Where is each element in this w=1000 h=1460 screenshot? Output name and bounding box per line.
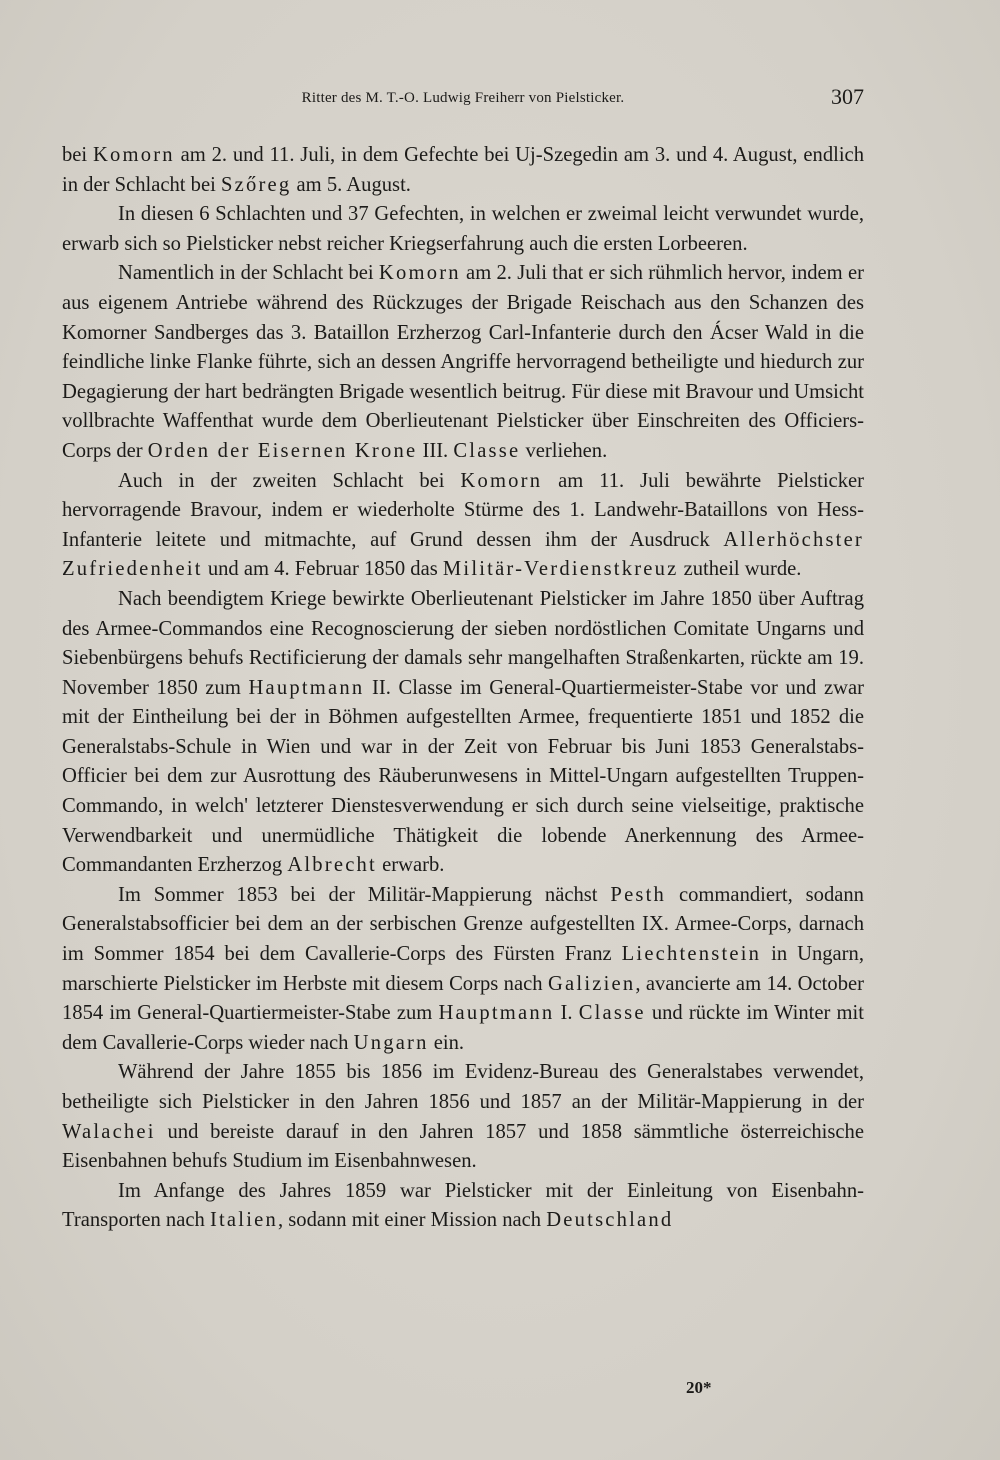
text-run: und rückte im Winter mit dem Cavallerie-Corps wieder nach bbox=[62, 1002, 864, 1054]
signature-mark: 20* bbox=[686, 1378, 712, 1397]
text-run: ein. bbox=[428, 1031, 465, 1054]
running-head: Ritter des M. T.-O. Ludwig Freiherr von Pielsticker. bbox=[301, 90, 625, 106]
text-run: am 2. und 11. Juli, in dem Gefechte bei Uj-Szegedin am 3. und 4. August, endlich in der Schlacht bei bbox=[62, 144, 864, 196]
text-run: am 11. Juli bewährte Pielsticker hervorragende Bravour, indem er wiederholte Stürme des 1. Landwehr-Bataillons von Hess-Infanterie leitete und mitmachte, auf Grund dessen ihm der Ausdruck bbox=[62, 469, 864, 551]
text-run: und bereiste darauf in den Jahren 1857 und 1858 sämmtliche österreichische Eisenbahnen behufs Studium im Eisenbahnwesen. bbox=[62, 1120, 864, 1173]
text-run: Nach beendigtem Kriege bewirkte Oberlieutenant Pielsticker im Jahre 1850 über Auftrag des Armee-Commandos eine Recognoscierung der sieben nordöstlichen Comitate Ungarns und Siebenbürgens behufs Rectificierung der damals sehr mangelhaften Straßenkarten, rückte am 19. November 1850 zum bbox=[62, 587, 864, 699]
text-run: , avancierte am 14. October 1854 im General-Quartiermeister-Stabe zum bbox=[62, 972, 864, 1025]
emphasized-text: Szőreg bbox=[220, 173, 292, 196]
text-run: am 2. Juli that er sich rühmlich hervor, indem er aus eigenem Antriebe während des Rückzuges der Brigade Reischach aus den Schanzen des Komorner Sandberges das 3. Bataillon Erzherzog Carl-Infanterie durch den Ácser Wald in die feindliche linke Flanke führte, sich an dessen Angriffe hervorragend betheiligte und hiedurch zur Degagierung der hart bedrängten Brigade wesentlich beitrug. Für diese mit Bravour und Umsicht vollbrachte Waffenthat wurde dem Oberlieutenant Pielsticker über Einschreiten des Officiers-Corps der bbox=[62, 262, 864, 462]
emphasized-text: Italien bbox=[209, 1209, 278, 1232]
emphasized-text: Hauptmann bbox=[248, 676, 365, 699]
emphasized-text: Allerhöchster Zufriedenheit bbox=[62, 528, 864, 581]
emphasized-text: Walachei bbox=[62, 1120, 156, 1143]
text-run: Im Sommer 1853 bei der Militär-Mappierung nächst bbox=[118, 883, 611, 906]
paragraph bbox=[62, 141, 864, 200]
text-run: Im Anfange des Jahres 1859 war Pielsticker mit der Einleitung von Eisenbahn-Transporten nach bbox=[62, 1179, 864, 1232]
emphasized-text: Orden der Eisernen Krone bbox=[147, 439, 418, 462]
text-run: erwarb. bbox=[376, 854, 445, 877]
emphasized-text: Classe bbox=[578, 1002, 646, 1025]
emphasized-text: Komorn bbox=[460, 469, 543, 492]
emphasized-text: Hauptmann bbox=[438, 1002, 555, 1025]
emphasized-text: Deutschland bbox=[546, 1209, 674, 1232]
emphasized-text: Classe bbox=[453, 439, 521, 462]
text-run: Während der Jahre 1855 bis 1856 im Evidenz-Bureau des Generalstabes verwendet, betheiligte sich Pielsticker in den Jahren 1856 und 1857 an der Militär-Mappierung in der bbox=[62, 1061, 864, 1113]
page-header bbox=[62, 84, 864, 118]
text-run: Namentlich in der Schlacht bei bbox=[118, 262, 379, 285]
text-run: am 5. August. bbox=[291, 173, 411, 196]
text-run: commandiert, sodann Generalstabsofficier bei dem an der serbischen Grenze aufgestellten IX. Armee-Corps, darnach im Sommer 1854 bei dem Cavallerie-Corps des Fürsten Franz bbox=[62, 883, 864, 966]
emphasized-text: Komorn bbox=[92, 144, 175, 166]
text-run: II. Classe im General-Quartiermeister-Stabe vor und zwar mit der Eintheilung bei der in Böhmen aufgestellten Armee, frequentierte 1851 und 1852 die Generalstabs-Schule in Wien und war in der Zeit von Februar bis Juni 1853 Generalstabs-Officier bei dem zur Ausrottung des Räuberunwesens in Mittel-Ungarn aufgestellten Truppen-Commando, in welch' letzterer Dienstesverwendung er sich durch seine vielseitige, praktische Verwendbarkeit und unermüdliche Thätigkeit die lobende Anerkennung des Armee-Commandanten Erzherzog bbox=[62, 676, 865, 877]
emphasized-text: Ungarn bbox=[353, 1031, 429, 1054]
paragraph bbox=[62, 259, 864, 466]
paragraph bbox=[62, 881, 864, 1059]
text-run: bei bbox=[62, 144, 93, 166]
text-run: Auch in der zweiten Schlacht bei bbox=[118, 469, 461, 492]
text-run: I. bbox=[554, 1002, 579, 1025]
paragraph bbox=[62, 467, 864, 585]
text-run: , sodann mit einer Mission nach bbox=[277, 1209, 547, 1232]
page-number: 307 bbox=[831, 84, 864, 109]
emphasized-text: Liechtenstein bbox=[621, 943, 762, 966]
paragraph bbox=[62, 585, 864, 881]
text-run: und am 4. Februar 1850 das bbox=[202, 558, 443, 581]
text-run: verliehen. bbox=[520, 439, 608, 462]
emphasized-text: Pesth bbox=[610, 883, 667, 906]
emphasized-text: Galizien bbox=[547, 972, 636, 995]
text-run: In diesen 6 Schlachten und 37 Gefechten, in welchen er zweimal leicht verwundet wurde, erwarb sich so Pielsticker nebst reicher Kriegserfahrung auch die ersten Lorbeeren. bbox=[62, 203, 864, 255]
paragraph bbox=[62, 1058, 864, 1176]
emphasized-text: Komorn bbox=[378, 262, 461, 285]
text-run: III. bbox=[417, 439, 454, 462]
emphasized-text: Militär-Verdienstkreuz bbox=[442, 558, 679, 581]
body-text bbox=[62, 141, 864, 1236]
paragraph bbox=[62, 1177, 864, 1236]
paragraph bbox=[62, 200, 864, 259]
text-run: in Ungarn, marschierte Pielsticker im Herbste mit diesem Corps nach bbox=[62, 943, 864, 995]
text-run: zutheil wurde. bbox=[678, 558, 802, 581]
emphasized-text: Albrecht bbox=[287, 854, 377, 877]
